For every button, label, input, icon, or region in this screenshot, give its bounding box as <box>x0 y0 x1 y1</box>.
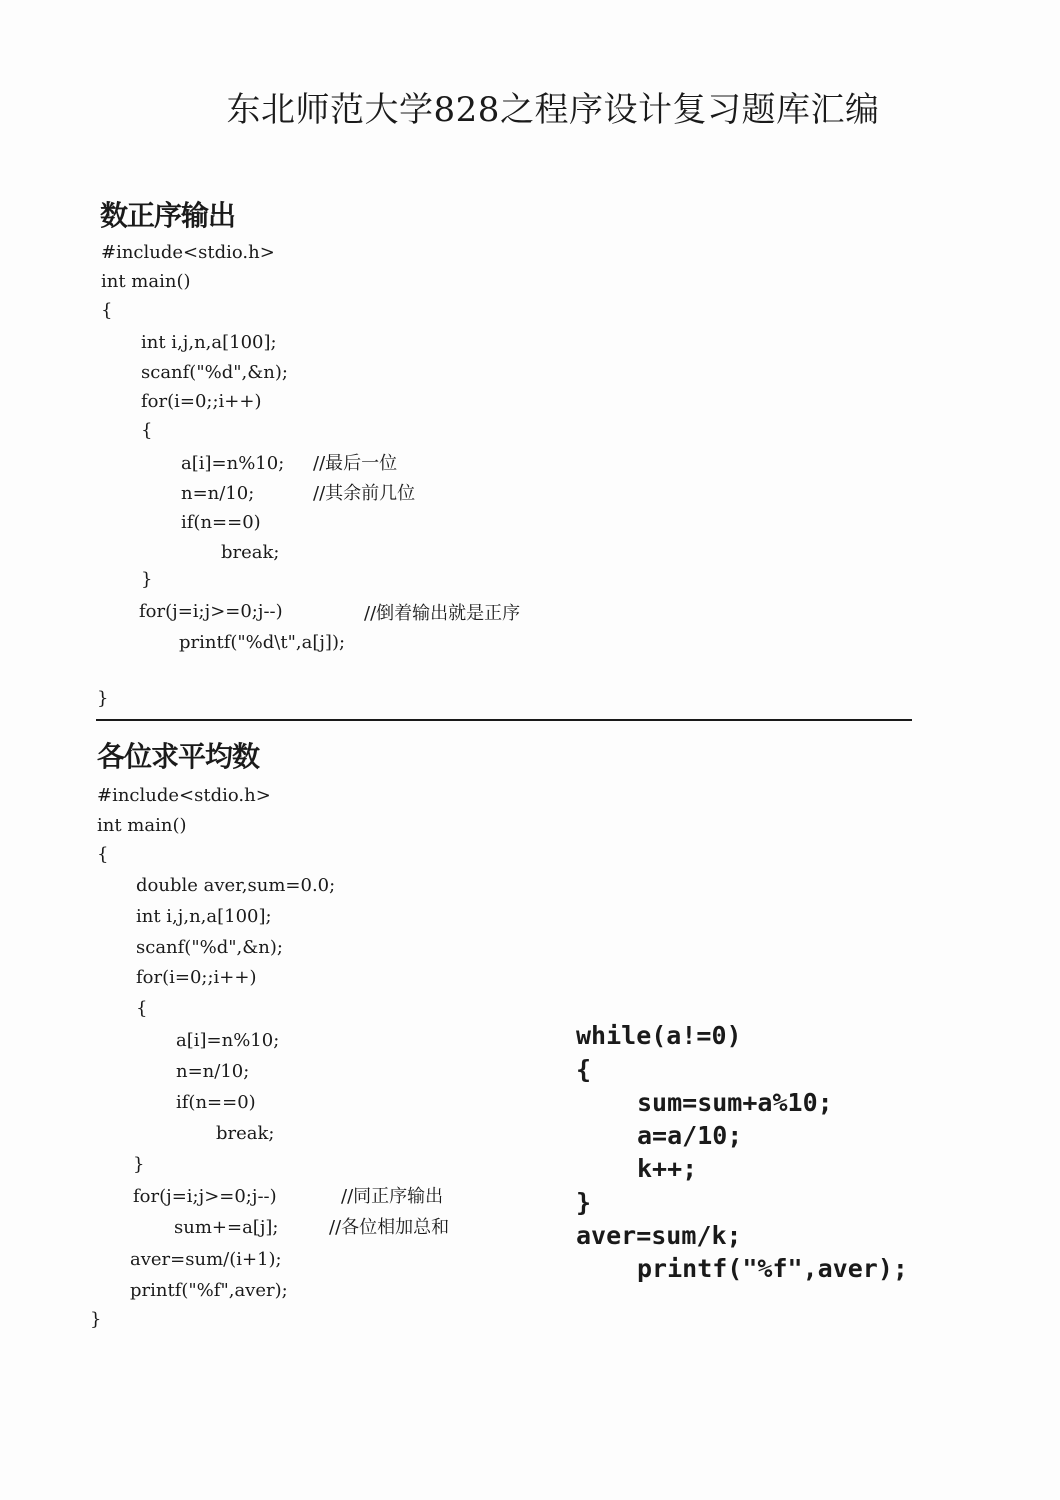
code-line: scanf("%d",&n); <box>141 362 288 383</box>
page-title: 东北师范大学828之程序设计复习题库汇编 <box>226 90 880 130</box>
code-line: printf("%f",aver); <box>130 1280 288 1301</box>
code-comment: //倒着输出就是正序 <box>364 603 521 624</box>
code-line: } <box>97 688 109 709</box>
code-line: { <box>101 300 113 321</box>
code-line: for(i=0;;i++) <box>141 391 262 412</box>
code-line: double aver,sum=0.0; <box>136 875 336 896</box>
code-line: for(j=i;j>=0;j--) <box>133 1186 277 1207</box>
alt-code-line: a=a/10; <box>637 1121 743 1150</box>
code-line: n=n/10; <box>181 483 255 504</box>
code-line: } <box>141 569 153 590</box>
code-line: break; <box>221 542 280 563</box>
alt-code-line: while(a!=0) <box>576 1021 742 1050</box>
section-divider <box>96 719 912 721</box>
code-line: #include<stdio.h> <box>101 242 275 263</box>
alt-code-line: k++; <box>637 1154 698 1183</box>
code-line: { <box>97 844 109 865</box>
code-line: scanf("%d",&n); <box>136 937 283 958</box>
alt-code-line: printf("%f",aver); <box>637 1254 908 1283</box>
code-line: printf("%d\t",a[j]); <box>179 632 346 653</box>
alt-code-line: sum=sum+a%10; <box>637 1088 833 1117</box>
code-comment: //其余前几位 <box>313 483 416 504</box>
code-line: aver=sum/(i+1); <box>130 1249 282 1270</box>
code-line: for(j=i;j>=0;j--) <box>139 601 283 622</box>
code-line: if(n==0) <box>181 512 261 533</box>
alt-code-line: { <box>576 1055 592 1084</box>
code-line: { <box>141 420 153 441</box>
code-comment: //最后一位 <box>313 453 398 474</box>
alt-code-line: } <box>576 1188 592 1217</box>
code-line: int i,j,n,a[100]; <box>136 906 272 927</box>
code-line: int main() <box>97 815 187 836</box>
code-line: int main() <box>101 271 191 292</box>
code-line: #include<stdio.h> <box>97 785 271 806</box>
section-heading-2: 各位求平均数 <box>97 740 260 773</box>
section-heading-1: 数正序输出 <box>100 199 236 232</box>
code-line: { <box>136 998 148 1019</box>
code-comment: //各位相加总和 <box>329 1217 450 1238</box>
code-line: } <box>90 1309 102 1330</box>
alt-code-line: aver=sum/k; <box>576 1221 742 1250</box>
code-comment: //同正序输出 <box>341 1186 444 1207</box>
code-line: for(i=0;;i++) <box>136 967 257 988</box>
code-line: n=n/10; <box>176 1061 250 1082</box>
code-line: } <box>133 1154 145 1175</box>
code-line: a[i]=n%10; <box>176 1030 280 1051</box>
code-line: break; <box>216 1123 275 1144</box>
code-line: int i,j,n,a[100]; <box>141 332 277 353</box>
code-line: if(n==0) <box>176 1092 256 1113</box>
code-line: sum+=a[j]; <box>174 1217 279 1238</box>
code-line: a[i]=n%10; <box>181 453 285 474</box>
